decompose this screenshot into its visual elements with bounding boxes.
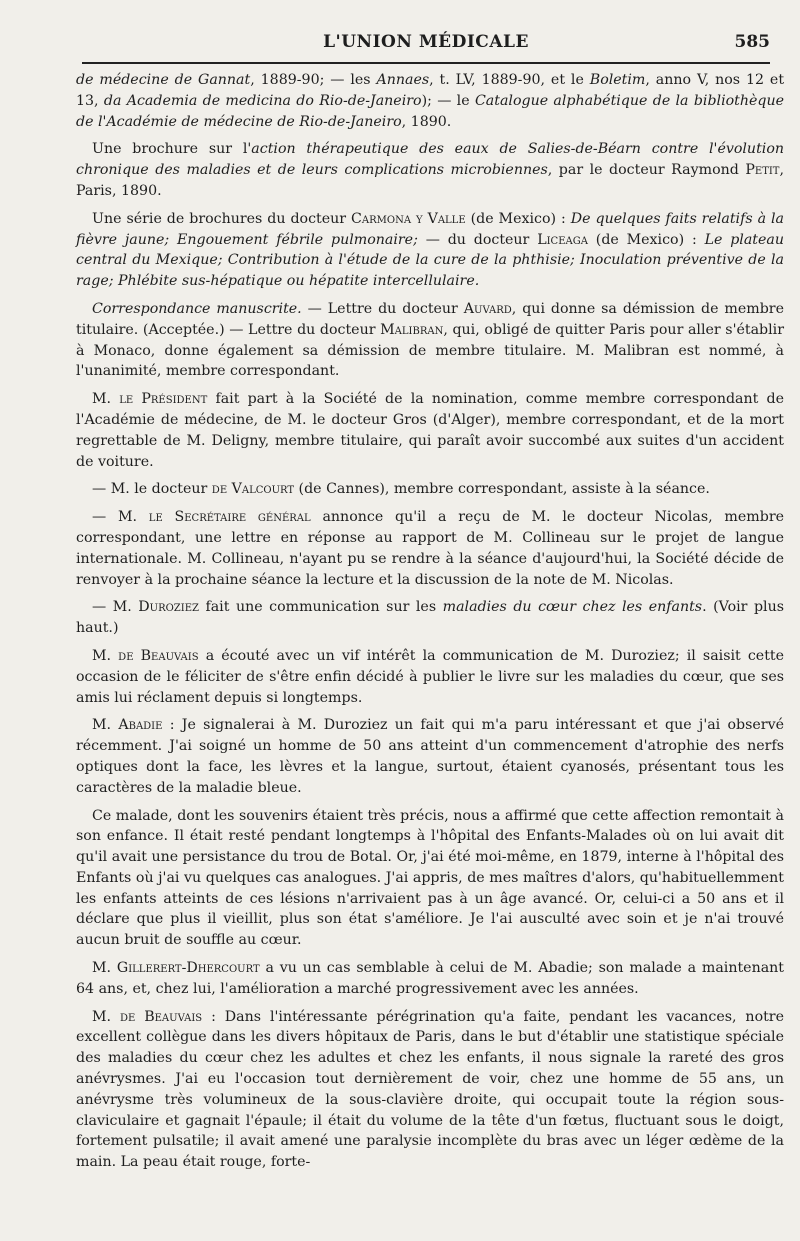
paragraph: [76, 715, 784, 798]
small-caps-name: Abadie: [118, 717, 163, 734]
text-run: , 1889-90; — les: [250, 72, 377, 88]
page-number: 585: [734, 32, 770, 52]
small-caps-name: Liceaga: [537, 231, 588, 248]
italic-run: Annaes: [376, 72, 430, 88]
paragraph: [76, 479, 784, 500]
text-run: annonce qu'il a reçu de M. le docteur Nicolas, membre correspondant, une lettre en réponse au rapport de M. Collineau sur le projet de langue internationale. M. Collineau, n'ayant pu se rendre à la séance d'aujourd'hui, la Société décide de renvoyer à la prochaine séance la lecture et la discussion de la note de M. Nicolas.: [76, 509, 784, 588]
text-run: M.: [92, 960, 117, 977]
paragraph: [76, 597, 784, 639]
small-caps-name: Duroziez: [138, 599, 199, 616]
text-run: M.: [92, 647, 119, 664]
paragraph: [76, 389, 784, 472]
small-caps-name: Carmona y Valle: [351, 210, 466, 227]
paragraph: [76, 507, 784, 590]
article-body: [76, 70, 784, 1180]
text-run: — M.: [92, 599, 139, 616]
text-run: . (Voir plus haut.): [76, 599, 785, 637]
paragraph: [76, 209, 784, 292]
running-header: [82, 30, 770, 64]
text-run: Une série de brochures du docteur: [92, 210, 352, 227]
small-caps-name: Malibran: [380, 321, 444, 338]
text-run: , t. LV, 1889-90, et le: [429, 72, 590, 88]
text-run: , anno V, nos 12 et 13,: [76, 72, 785, 109]
text-run: , par le docteur Raymond: [547, 162, 746, 179]
paragraph: [76, 139, 784, 201]
paragraph: [76, 299, 784, 382]
italic-run: Boletim: [589, 72, 646, 88]
text-run: fait une communication sur les: [198, 599, 443, 616]
text-run: (de Mexico) :: [465, 210, 571, 227]
italic-run: de médecine de Gannat: [76, 72, 251, 88]
small-caps-name: le Secrétaire général: [148, 509, 311, 526]
italic-run: da Academia de medicina do Rio-de-Janeiro: [103, 92, 422, 109]
paragraph: [76, 806, 784, 952]
paragraph: [76, 646, 784, 708]
italic-run: De quelques faits relatifs à la fièvre jaune; Engouement fébrile pulmonaire;: [76, 210, 785, 248]
text-run: — Lettre du docteur: [301, 300, 464, 317]
italic-run: action thérapeutique des eaux de Salies-de-Béarn contre l'évolution chronique des maladies et de leurs complications microbiennes: [76, 141, 784, 179]
paragraph: [76, 958, 784, 1000]
text-run: fait part à la Société de la nomination, comme membre correspondant de l'Académie de médecine, de M. le docteur Gros (d'Alger), membre correspondant, et de la mort regrettable de M. Deligny, membre titulaire, qui paraît avoir succombé aux suites d'un accident de voiture.: [76, 391, 785, 470]
small-caps-name: de Beauvais: [118, 647, 199, 664]
journal-title: L'UNION MÉDICALE: [323, 32, 529, 52]
text-run: a écouté avec un vif intérêt la communication de M. Duroziez; il saisit cette occasion de le féliciter de s'être enfin décidé à publier le livre sur les maladies du cœur, que ses amis lui réclament depuis si longtemps.: [76, 647, 784, 706]
small-caps-name: de Beauvais: [119, 1008, 203, 1025]
small-caps-name: Gillerert-Dhercourt: [116, 960, 260, 977]
text-run: , qui, obligé de quitter Paris pour aller s'établir à Monaco, donne également sa démission de membre titulaire. M. Malibran est nommé, à l'unanimité, membre correspondant.: [76, 321, 784, 380]
text-run: M.: [92, 717, 119, 734]
text-run: (de Mexico) :: [587, 231, 705, 248]
text-run: M.: [92, 1008, 120, 1025]
small-caps-name: de Valcourt: [211, 481, 295, 498]
text-run: (de Cannes), membre correspondant, assiste à la séance.: [294, 481, 710, 498]
text-run: — du docteur: [417, 231, 538, 248]
paragraph: [76, 1007, 784, 1173]
text-run: , Paris, 1890.: [76, 162, 784, 199]
italic-run: maladies du cœur chez les enfants: [442, 599, 703, 616]
italic-run: Le plateau central du Mexique; Contribution à l'étude de la cure de la phthisie; Inoculation préventive de la rage; Phlébite sus-hépatique ou hépatite intercellulaire.: [76, 231, 784, 290]
paragraph: [76, 70, 784, 132]
text-run: : Je signalerai à M. Duroziez un fait qui m'a paru intéressant et que j'ai observé récemment. J'ai soigné un homme de 50 ans atteint d'un commencement d'atrophie des nerfs optiques dont la face, les lèvres et la langue, surtout, étaient cyanosés, présentant tous les caractères de la maladie bleue.: [76, 717, 785, 796]
small-caps-name: Auvard: [463, 300, 512, 317]
italic-run: Catalogue alphabétique de la bibliothèque de l'Académie de médecine de Rio-de-Janeiro: [76, 92, 784, 130]
italic-run: Correspondance manuscrite.: [92, 300, 302, 317]
small-caps-name: le Président: [119, 391, 208, 408]
text-run: : Dans l'intéressante pérégrination qu'a faite, pendant les vacances, notre excellent collègue dans les divers hôpitaux de Paris, dans le but d'établir une statistique spéciale des maladies du cœur chez les adultes et chez les enfants, il nous signale la rareté des gros anévrysmes. J'ai eu l'occasion tout dernièrement de voir, chez une homme de 55 ans, un anévrysme très volumineux de la sous-clavière droite, qui occupait toute la région sous-claviculaire et gagnait l'épaule; il était du volume de la tête d'un fœtus, fluctuant sous le doigt, fortement pulsatile; il avait amené une paralysie incomplète du bras avec un léger œdème de la main. La peau était rouge, forte-: [76, 1008, 784, 1171]
text-run: Ce malade, dont les souvenirs étaient très précis, nous a affirmé que cette affection remontait à son enfance. Il était resté pendant longtemps à l'hôpital des Enfants-Malades où on lui avait dit qu'il avait une persistance du trou de Botal. Or, j'ai été moi-même, en 1879, interne à l'hôpital des Enfants où j'ai vu quelques cas analogues. J'ai appris, de mes maîtres d'alors, qu'habituellemment les enfants atteints de ces lésions n'arrivaient pas à un âge avancé. Or, celui-ci a 50 ans et il déclare que plus il vieillit, plus son état s'améliore. Je l'ai ausculté avec soin et je n'ai trouvé aucun bruit de souffle au cœur.: [76, 807, 784, 949]
text-run: ); — le: [421, 92, 475, 109]
text-run: a vu un cas semblable à celui de M. Abadie; son malade a maintenant 64 ans, et, chez lui, l'amélioration a marché progressivement avec les années.: [76, 960, 785, 997]
text-run: — M.: [92, 509, 149, 526]
text-run: , 1890.: [401, 113, 452, 130]
text-run: Une brochure sur l': [92, 141, 252, 158]
text-run: — M. le docteur: [92, 481, 212, 498]
text-run: M.: [92, 391, 120, 408]
small-caps-name: Petit: [745, 162, 780, 179]
text-run: , qui donne sa démission de membre titulaire. (Acceptée.) — Lettre du docteur: [76, 300, 784, 338]
